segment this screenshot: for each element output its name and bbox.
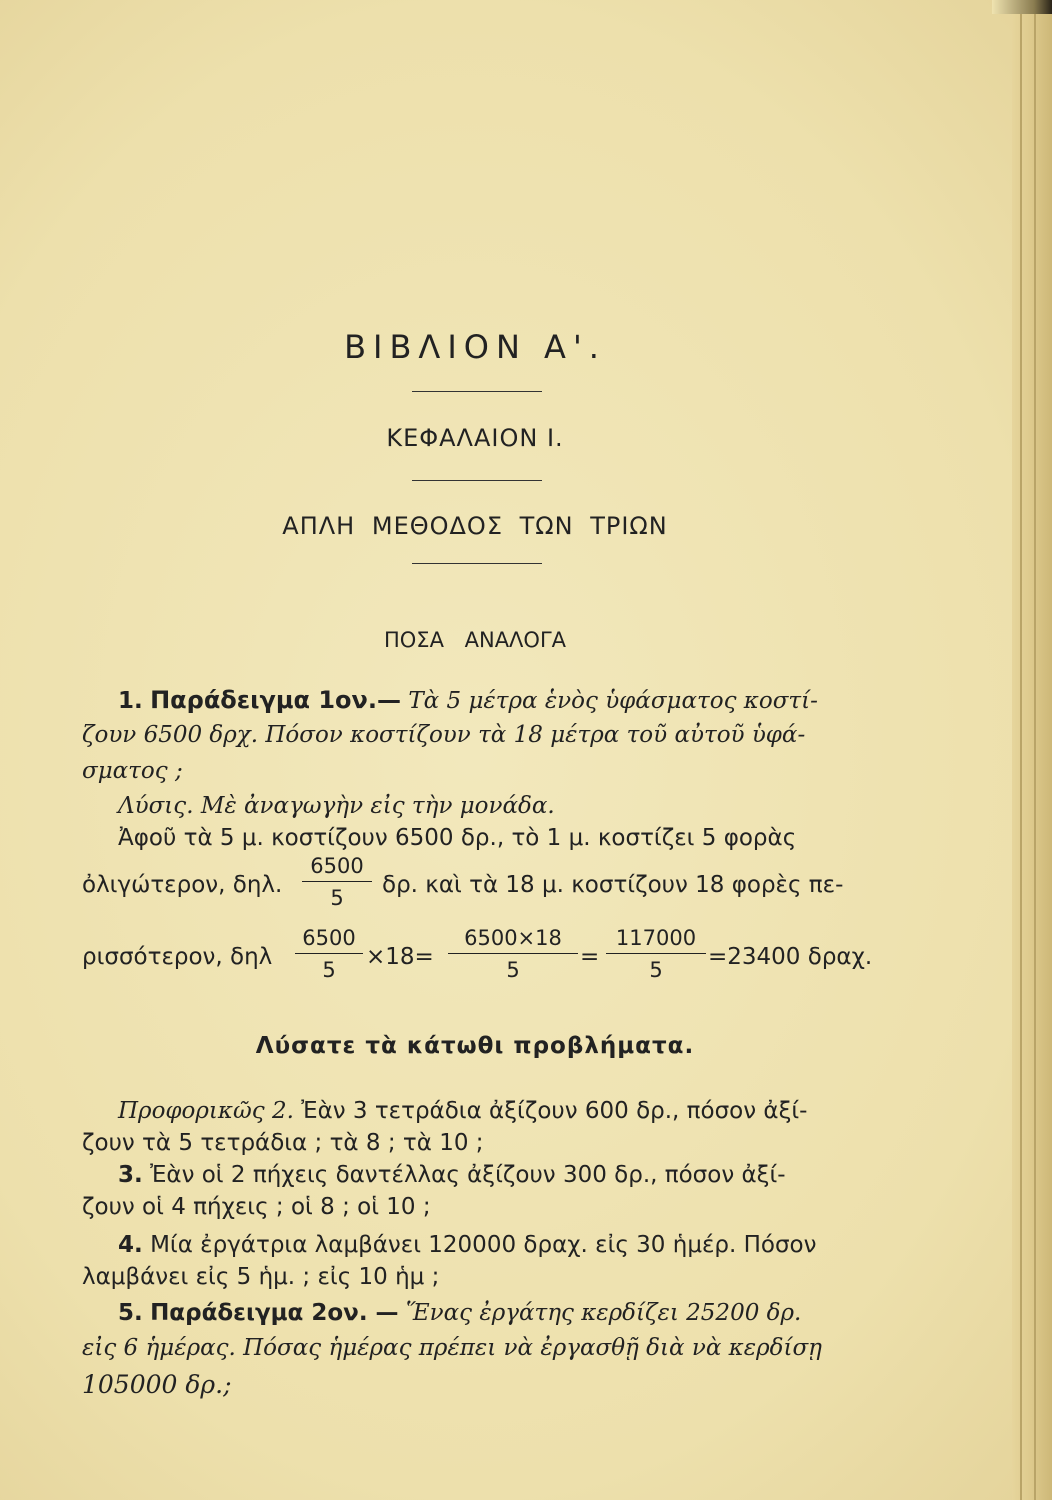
example1-line6-start: ὀλιγώτερον, δηλ. [82, 872, 283, 898]
problem-2-line1 [118, 1098, 908, 1124]
fraction-3 [606, 926, 706, 982]
fraction-denominator: 5 [330, 886, 344, 910]
fraction-numerator: 6500 [310, 854, 364, 878]
divider [412, 391, 542, 392]
problem-5-number: 5. [118, 1300, 143, 1326]
fraction-bar [302, 881, 372, 882]
problem-4-line1 [118, 1232, 908, 1258]
fraction-bar [295, 953, 363, 954]
spine-edge-line [1020, 0, 1022, 1500]
example1-line3: σματος ; [82, 758, 183, 784]
fraction-bar [606, 953, 706, 954]
problem-3-line2: ζουν οἱ 4 πήχεις ; οἱ 8 ; οἱ 10 ; [82, 1194, 431, 1220]
fraction-denominator: 5 [322, 958, 336, 982]
problem-2-label: Προφορικῶς 2. [118, 1098, 294, 1124]
problem-4-number: 4. [118, 1232, 143, 1258]
problem-2-line2: ζουν τὰ 5 τετράδια ; τὰ 8 ; τὰ 10 ; [82, 1130, 484, 1156]
chapter-title: ΚΕΦΑΛΑΙΟΝ Ι. [386, 424, 564, 452]
divider [412, 563, 542, 564]
problem-3-text: Ἐὰν οἱ 2 πήχεις δαντέλλας ἀξίζουν 300 δρ., πόσον ἀξί- [150, 1162, 786, 1188]
times-eighteen: ×18= [366, 944, 434, 970]
fraction-denominator: 5 [506, 958, 520, 982]
fraction-bar [448, 953, 578, 954]
result-value: =23400 δραχ. [708, 944, 873, 970]
fraction-denominator: 5 [649, 958, 663, 982]
example1-line2: ζουν 6500 δρχ. Πόσον κοστίζουν τὰ 18 μέτρα τοῦ αὐτοῦ ὑφά- [82, 722, 806, 748]
problem-5-line2: εἰς 6 ἡμέρας. Πόσας ἡμέρας πρέπει νὰ ἐργασθῇ διὰ νὰ κερδίσῃ [82, 1335, 822, 1361]
page-corner-shadow [992, 0, 1052, 14]
fraction-2 [448, 926, 578, 982]
equals-sign: = [580, 944, 600, 970]
solution-label: Λύσις. Μὲ ἀναγωγὴν εἰς τὴν μονάδα. [118, 793, 555, 819]
problem-5-text: Ἕνας ἐργάτης κερδίζει 25200 δρ. [405, 1300, 802, 1326]
exercises-heading: Λύσατε τὰ κάτωθι προβλήματα. [255, 1033, 695, 1059]
example1-line7-start: ρισσότερον, δηλ [82, 944, 273, 970]
problem-5-label: Παράδειγμα 2ον. — [150, 1300, 399, 1326]
fraction-6500-over-5 [302, 854, 372, 910]
problem-3-line1 [118, 1162, 908, 1188]
fraction-numerator: 6500×18 [464, 926, 562, 950]
book-spine [1012, 0, 1052, 1500]
problem-5-line1 [118, 1300, 908, 1326]
example1-line1 [118, 686, 908, 714]
fraction-numerator: 117000 [615, 926, 697, 950]
problem-3-number: 3. [118, 1162, 143, 1188]
book-title: ΒΙΒΛΙΟΝ Α'. [344, 328, 606, 366]
problem-5-line3: 105000 δρ.; [82, 1370, 232, 1399]
problem-2-text: Ἐὰν 3 τετράδια ἀξίζουν 600 δρ., πόσον ἀξί- [301, 1098, 808, 1124]
fraction-numerator: 6500 [302, 926, 356, 950]
spine-edge-line [1034, 0, 1036, 1500]
fraction-1 [295, 926, 363, 982]
problem-4-line2: λαμβάνει εἰς 5 ἡμ. ; εἰς 10 ἡμ ; [82, 1264, 440, 1290]
example1-label: Παράδειγμα 1ον.— [150, 686, 402, 714]
problem-4-text: Μία ἐργάτρια λαμβάνει 120000 δραχ. εἰς 30 ἡμέρ. Πόσον [150, 1232, 817, 1258]
example1-text: Τὰ 5 μέτρα ἑνὸς ὑφάσματος κοστί- [408, 688, 818, 714]
example1-number: 1. [118, 688, 143, 714]
example1-line6-end: δρ. καὶ τὰ 18 μ. κοστίζουν 18 φορὲς πε- [382, 872, 844, 898]
method-title: ΑΠΛΗ ΜΕΘΟΔΟΣ ΤΩΝ ΤΡΙΩΝ [282, 512, 668, 540]
example1-line5: Ἀφοῦ τὰ 5 μ. κοστίζουν 6500 δρ., τὸ 1 μ. κοστίζει 5 φορὰς [118, 825, 797, 851]
section-title: ΠΟΣΑ ΑΝΑΛΟΓΑ [383, 628, 567, 652]
divider [412, 480, 542, 481]
